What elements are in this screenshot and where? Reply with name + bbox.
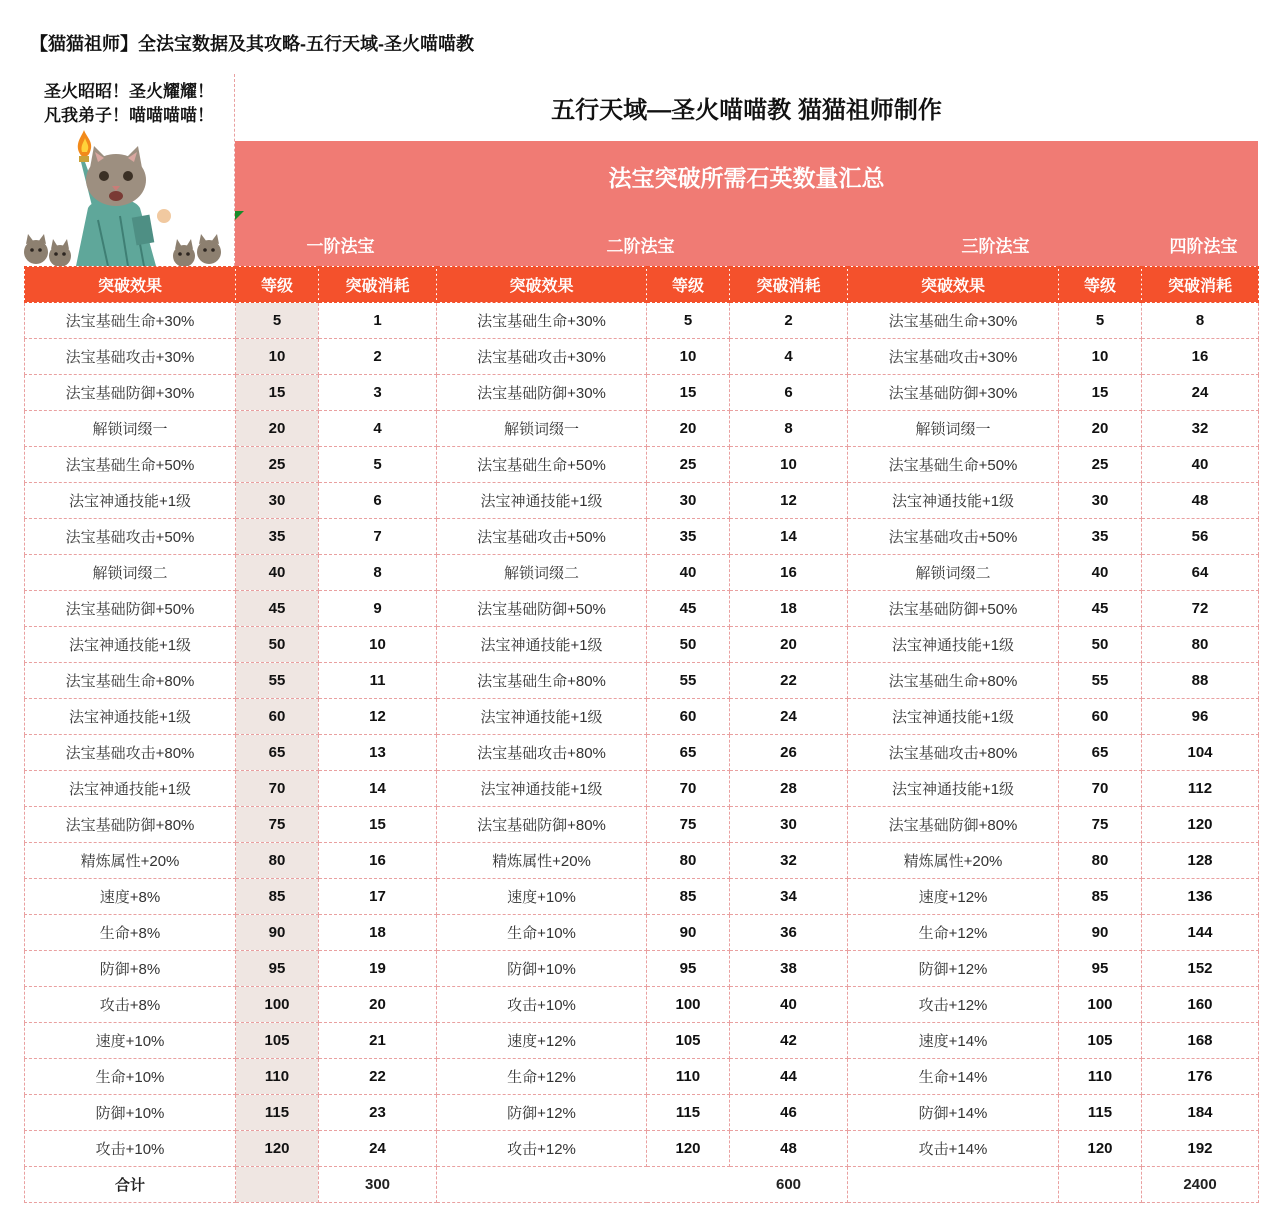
- table-row: [25, 627, 1259, 663]
- cost-cell: 20: [730, 627, 848, 663]
- level-cell: 105: [1059, 1023, 1142, 1059]
- cost-cell: 8: [319, 555, 437, 591]
- cost-cell: 4: [319, 411, 437, 447]
- image-caption-line-2: 凡我弟子！喵喵喵喵！: [44, 106, 214, 125]
- cost-cell: 10: [319, 627, 437, 663]
- level-cell: 85: [1059, 879, 1142, 915]
- effect-cell: 攻击+12%: [437, 1131, 647, 1167]
- image-caption: [24, 80, 234, 128]
- effect-cell: 解锁词缀二: [848, 555, 1059, 591]
- cost-cell: 12: [730, 483, 848, 519]
- cost-cell: 38: [730, 951, 848, 987]
- cost-cell: 18: [730, 591, 848, 627]
- cost-cell: 160: [1142, 987, 1259, 1023]
- level-cell: 35: [236, 519, 319, 555]
- effect-cell: 生命+12%: [437, 1059, 647, 1095]
- level-cell: 120: [1059, 1131, 1142, 1167]
- level-cell: 20: [647, 411, 730, 447]
- effect-cell: 防御+14%: [848, 1095, 1059, 1131]
- level-cell: 15: [1059, 375, 1142, 411]
- level-cell: 90: [236, 915, 319, 951]
- table-row: [25, 699, 1259, 735]
- level-cell: 15: [236, 375, 319, 411]
- level-cell: 45: [1059, 591, 1142, 627]
- cat-statue-of-liberty-icon: [24, 130, 234, 266]
- effect-cell: 速度+14%: [848, 1023, 1059, 1059]
- level-cell: 105: [647, 1023, 730, 1059]
- effect-cell: 法宝神通技能+1级: [25, 483, 236, 519]
- effect-cell: 法宝基础攻击+80%: [437, 735, 647, 771]
- cost-cell: 184: [1142, 1095, 1259, 1131]
- totals-empty-cell: [1059, 1167, 1142, 1203]
- cost-cell: 44: [730, 1059, 848, 1095]
- effect-cell: 法宝神通技能+1级: [437, 699, 647, 735]
- cost-cell: 4: [730, 339, 848, 375]
- column-header: 突破效果: [437, 267, 647, 303]
- level-cell: 20: [1059, 411, 1142, 447]
- totals-empty-cell: [236, 1167, 319, 1203]
- effect-cell: 法宝基础攻击+50%: [848, 519, 1059, 555]
- effect-cell: 法宝神通技能+1级: [437, 771, 647, 807]
- image-caption-line-1: 圣火昭昭！圣火耀耀！: [44, 82, 214, 101]
- level-cell: 25: [647, 447, 730, 483]
- cat-meme-image: [24, 74, 235, 266]
- table-row: [25, 951, 1259, 987]
- level-cell: 35: [647, 519, 730, 555]
- effect-cell: 生命+10%: [437, 915, 647, 951]
- totals-tier-2: 600: [730, 1167, 848, 1203]
- level-cell: 75: [1059, 807, 1142, 843]
- effect-cell: 法宝基础防御+50%: [437, 591, 647, 627]
- effect-cell: 攻击+14%: [848, 1131, 1059, 1167]
- level-cell: 25: [236, 447, 319, 483]
- table-row: [25, 735, 1259, 771]
- table-row: [25, 555, 1259, 591]
- effect-cell: 精炼属性+20%: [848, 843, 1059, 879]
- level-cell: 5: [236, 303, 319, 339]
- level-cell: 50: [1059, 627, 1142, 663]
- table-row: [25, 303, 1259, 339]
- level-cell: 90: [1059, 915, 1142, 951]
- level-cell: 115: [1059, 1095, 1142, 1131]
- effect-cell: 解锁词缀二: [25, 555, 236, 591]
- effect-cell: 解锁词缀二: [437, 555, 647, 591]
- cost-cell: 192: [1142, 1131, 1259, 1167]
- cost-cell: 128: [1142, 843, 1259, 879]
- effect-cell: 法宝基础攻击+50%: [437, 519, 647, 555]
- tier-label-2: 二阶法宝: [606, 236, 675, 256]
- effect-cell: 法宝神通技能+1级: [437, 483, 647, 519]
- level-cell: 40: [236, 555, 319, 591]
- level-cell: 95: [647, 951, 730, 987]
- table-row: [25, 807, 1259, 843]
- level-cell: 65: [236, 735, 319, 771]
- cost-cell: 24: [730, 699, 848, 735]
- effect-cell: 法宝基础生命+30%: [25, 303, 236, 339]
- effect-cell: 法宝基础防御+80%: [848, 807, 1059, 843]
- cost-cell: 42: [730, 1023, 848, 1059]
- table-row: [25, 1059, 1259, 1095]
- cost-cell: 17: [319, 879, 437, 915]
- effect-cell: 解锁词缀一: [437, 411, 647, 447]
- level-cell: 40: [1059, 555, 1142, 591]
- level-cell: 120: [236, 1131, 319, 1167]
- level-cell: 70: [236, 771, 319, 807]
- level-cell: 25: [1059, 447, 1142, 483]
- effect-cell: 速度+10%: [25, 1023, 236, 1059]
- effect-cell: 解锁词缀一: [848, 411, 1059, 447]
- cost-cell: 136: [1142, 879, 1259, 915]
- level-cell: 5: [647, 303, 730, 339]
- cost-cell: 32: [730, 843, 848, 879]
- level-cell: 5: [1059, 303, 1142, 339]
- effect-cell: 防御+8%: [25, 951, 236, 987]
- level-cell: 15: [647, 375, 730, 411]
- cost-cell: 80: [1142, 627, 1259, 663]
- effect-cell: 法宝神通技能+1级: [25, 699, 236, 735]
- effect-cell: 法宝基础防御+30%: [848, 375, 1059, 411]
- level-cell: 45: [647, 591, 730, 627]
- cost-cell: 15: [319, 807, 437, 843]
- effect-cell: 法宝基础防御+50%: [848, 591, 1059, 627]
- cost-cell: 56: [1142, 519, 1259, 555]
- level-cell: 60: [1059, 699, 1142, 735]
- table-row: [25, 663, 1259, 699]
- effect-cell: 法宝基础生命+50%: [25, 447, 236, 483]
- level-cell: 115: [236, 1095, 319, 1131]
- table-row: [25, 771, 1259, 807]
- level-cell: 10: [647, 339, 730, 375]
- cost-cell: 10: [730, 447, 848, 483]
- effect-cell: 速度+12%: [437, 1023, 647, 1059]
- cost-cell: 36: [730, 915, 848, 951]
- level-cell: 65: [1059, 735, 1142, 771]
- level-cell: 60: [236, 699, 319, 735]
- level-cell: 95: [1059, 951, 1142, 987]
- effect-cell: 防御+10%: [437, 951, 647, 987]
- effect-cell: 法宝基础防御+50%: [25, 591, 236, 627]
- level-cell: 110: [236, 1059, 319, 1095]
- column-header: 突破消耗: [319, 267, 437, 303]
- level-cell: 90: [647, 915, 730, 951]
- effect-cell: 法宝基础攻击+30%: [437, 339, 647, 375]
- cost-cell: 8: [730, 411, 848, 447]
- effect-cell: 法宝神通技能+1级: [848, 771, 1059, 807]
- level-cell: 100: [236, 987, 319, 1023]
- table-row: [25, 879, 1259, 915]
- totals-empty-cell: [647, 1167, 730, 1203]
- effect-cell: 速度+8%: [25, 879, 236, 915]
- level-cell: 45: [236, 591, 319, 627]
- cost-cell: 16: [1142, 339, 1259, 375]
- level-cell: 50: [236, 627, 319, 663]
- effect-cell: 精炼属性+20%: [437, 843, 647, 879]
- effect-cell: 生命+14%: [848, 1059, 1059, 1095]
- level-cell: 55: [236, 663, 319, 699]
- effect-cell: 解锁词缀一: [25, 411, 236, 447]
- table-body: [25, 303, 1259, 1167]
- table-row: [25, 447, 1259, 483]
- tier-label-3: 三阶法宝: [961, 236, 1030, 256]
- cost-cell: 30: [730, 807, 848, 843]
- cost-cell: 112: [1142, 771, 1259, 807]
- column-header: 等级: [647, 267, 730, 303]
- cost-cell: 2: [730, 303, 848, 339]
- level-cell: 40: [647, 555, 730, 591]
- level-cell: 80: [647, 843, 730, 879]
- cost-cell: 7: [319, 519, 437, 555]
- totals-empty-cell: [848, 1167, 1059, 1203]
- level-cell: 80: [236, 843, 319, 879]
- cost-cell: 16: [730, 555, 848, 591]
- cost-cell: 120: [1142, 807, 1259, 843]
- cost-cell: 34: [730, 879, 848, 915]
- tier-label-1: 一阶法宝: [306, 236, 375, 256]
- cost-cell: 176: [1142, 1059, 1259, 1095]
- cost-cell: 152: [1142, 951, 1259, 987]
- cost-cell: 2: [319, 339, 437, 375]
- effect-cell: 防御+12%: [437, 1095, 647, 1131]
- effect-cell: 速度+10%: [437, 879, 647, 915]
- sheet-title: 五行天域—圣火喵喵教 猫猫祖师制作: [235, 74, 1258, 141]
- effect-cell: 法宝基础生命+30%: [437, 303, 647, 339]
- level-cell: 105: [236, 1023, 319, 1059]
- cost-cell: 40: [1142, 447, 1259, 483]
- column-header: 等级: [236, 267, 319, 303]
- totals-tier-1: 300: [319, 1167, 437, 1203]
- level-cell: 120: [647, 1131, 730, 1167]
- effect-cell: 法宝基础防御+30%: [437, 375, 647, 411]
- level-cell: 95: [236, 951, 319, 987]
- cost-cell: 72: [1142, 591, 1259, 627]
- column-header: 等级: [1059, 267, 1142, 303]
- level-cell: 35: [1059, 519, 1142, 555]
- cost-cell: 26: [730, 735, 848, 771]
- cost-cell: 8: [1142, 303, 1259, 339]
- effect-cell: 法宝基础攻击+80%: [25, 735, 236, 771]
- cost-cell: 32: [1142, 411, 1259, 447]
- effect-cell: 法宝神通技能+1级: [25, 627, 236, 663]
- effect-cell: 法宝基础生命+30%: [848, 303, 1059, 339]
- level-cell: 100: [647, 987, 730, 1023]
- cost-cell: 20: [319, 987, 437, 1023]
- effect-cell: 攻击+10%: [437, 987, 647, 1023]
- cost-cell: 9: [319, 591, 437, 627]
- cost-cell: 1: [319, 303, 437, 339]
- cost-cell: 22: [730, 663, 848, 699]
- totals-row: [25, 1167, 1259, 1203]
- level-cell: 30: [647, 483, 730, 519]
- cost-cell: 23: [319, 1095, 437, 1131]
- effect-cell: 法宝基础攻击+30%: [848, 339, 1059, 375]
- breakthrough-table: [24, 266, 1259, 1203]
- effect-cell: 法宝基础生命+80%: [25, 663, 236, 699]
- column-header: 突破效果: [848, 267, 1059, 303]
- effect-cell: 生命+10%: [25, 1059, 236, 1095]
- cost-cell: 64: [1142, 555, 1259, 591]
- effect-cell: 速度+12%: [848, 879, 1059, 915]
- cost-cell: 19: [319, 951, 437, 987]
- column-header: 突破消耗: [730, 267, 848, 303]
- sheet-subtitle: 法宝突破所需石英数量汇总: [608, 164, 885, 191]
- cost-cell: 6: [730, 375, 848, 411]
- effect-cell: 法宝基础生命+50%: [848, 447, 1059, 483]
- column-header-row: [25, 267, 1259, 303]
- level-cell: 65: [647, 735, 730, 771]
- cost-cell: 168: [1142, 1023, 1259, 1059]
- table-row: [25, 375, 1259, 411]
- table-row: [25, 339, 1259, 375]
- level-cell: 100: [1059, 987, 1142, 1023]
- cost-cell: 21: [319, 1023, 437, 1059]
- totals-tier-3: 2400: [1142, 1167, 1259, 1203]
- level-cell: 55: [647, 663, 730, 699]
- level-cell: 110: [1059, 1059, 1142, 1095]
- table-row: [25, 1131, 1259, 1167]
- level-cell: 50: [647, 627, 730, 663]
- effect-cell: 法宝神通技能+1级: [848, 483, 1059, 519]
- column-header: 突破消耗: [1142, 267, 1259, 303]
- effect-cell: 法宝基础防御+80%: [25, 807, 236, 843]
- table-row: [25, 411, 1259, 447]
- cost-cell: 5: [319, 447, 437, 483]
- level-cell: 30: [1059, 483, 1142, 519]
- cost-cell: 144: [1142, 915, 1259, 951]
- cost-cell: 6: [319, 483, 437, 519]
- table-row: [25, 1023, 1259, 1059]
- level-cell: 80: [1059, 843, 1142, 879]
- level-cell: 75: [647, 807, 730, 843]
- effect-cell: 法宝基础生命+50%: [437, 447, 647, 483]
- level-cell: 70: [647, 771, 730, 807]
- level-cell: 115: [647, 1095, 730, 1131]
- table-row: [25, 483, 1259, 519]
- level-cell: 10: [236, 339, 319, 375]
- cost-cell: 28: [730, 771, 848, 807]
- spreadsheet: [24, 74, 1258, 1204]
- effect-cell: 攻击+8%: [25, 987, 236, 1023]
- cost-cell: 22: [319, 1059, 437, 1095]
- effect-cell: 法宝神通技能+1级: [25, 771, 236, 807]
- cost-cell: 12: [319, 699, 437, 735]
- level-cell: 110: [647, 1059, 730, 1095]
- effect-cell: 精炼属性+20%: [25, 843, 236, 879]
- effect-cell: 法宝基础生命+80%: [437, 663, 647, 699]
- level-cell: 75: [236, 807, 319, 843]
- header-banner: [235, 141, 1258, 266]
- effect-cell: 防御+10%: [25, 1095, 236, 1131]
- effect-cell: 法宝基础攻击+80%: [848, 735, 1059, 771]
- effect-cell: 生命+8%: [25, 915, 236, 951]
- effect-cell: 攻击+12%: [848, 987, 1059, 1023]
- level-cell: 60: [647, 699, 730, 735]
- effect-cell: 法宝神通技能+1级: [848, 699, 1059, 735]
- effect-cell: 攻击+10%: [25, 1131, 236, 1167]
- cost-cell: 24: [319, 1131, 437, 1167]
- level-cell: 20: [236, 411, 319, 447]
- cost-cell: 13: [319, 735, 437, 771]
- cost-cell: 14: [319, 771, 437, 807]
- tier-label-4: 四阶法宝: [1169, 236, 1238, 256]
- totals-empty-cell: [437, 1167, 647, 1203]
- cost-cell: 48: [1142, 483, 1259, 519]
- effect-cell: 法宝神通技能+1级: [848, 627, 1059, 663]
- cost-cell: 11: [319, 663, 437, 699]
- cost-cell: 96: [1142, 699, 1259, 735]
- table-row: [25, 915, 1259, 951]
- effect-cell: 法宝基础攻击+50%: [25, 519, 236, 555]
- table-row: [25, 1095, 1259, 1131]
- cost-cell: 40: [730, 987, 848, 1023]
- table-row: [25, 843, 1259, 879]
- table-row: [25, 591, 1259, 627]
- level-cell: 85: [647, 879, 730, 915]
- effect-cell: 法宝基础生命+80%: [848, 663, 1059, 699]
- cost-cell: 24: [1142, 375, 1259, 411]
- document-title: 【猫猫祖师】全法宝数据及其攻略-五行天域-圣火喵喵教: [30, 34, 474, 54]
- cost-cell: 18: [319, 915, 437, 951]
- table-row: [25, 519, 1259, 555]
- cost-cell: 3: [319, 375, 437, 411]
- cost-cell: 88: [1142, 663, 1259, 699]
- cost-cell: 14: [730, 519, 848, 555]
- level-cell: 55: [1059, 663, 1142, 699]
- effect-cell: 法宝基础防御+80%: [437, 807, 647, 843]
- cost-cell: 46: [730, 1095, 848, 1131]
- level-cell: 30: [236, 483, 319, 519]
- cost-cell: 48: [730, 1131, 848, 1167]
- effect-cell: 法宝神通技能+1级: [437, 627, 647, 663]
- level-cell: 85: [236, 879, 319, 915]
- effect-cell: 法宝基础攻击+30%: [25, 339, 236, 375]
- effect-cell: 生命+12%: [848, 915, 1059, 951]
- column-header: 突破效果: [25, 267, 236, 303]
- effect-cell: 防御+12%: [848, 951, 1059, 987]
- table-row: [25, 987, 1259, 1023]
- level-cell: 70: [1059, 771, 1142, 807]
- cost-cell: 104: [1142, 735, 1259, 771]
- totals-label: 合计: [25, 1167, 236, 1203]
- level-cell: 10: [1059, 339, 1142, 375]
- cost-cell: 16: [319, 843, 437, 879]
- effect-cell: 法宝基础防御+30%: [25, 375, 236, 411]
